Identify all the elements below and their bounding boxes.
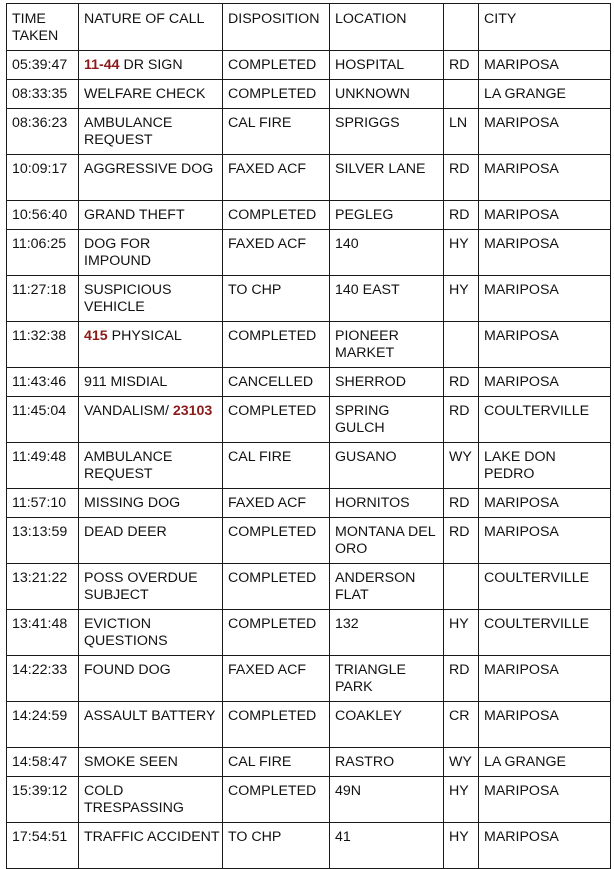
time-cell: 15:39:12 (7, 777, 79, 823)
time-cell: 11:32:38 (7, 322, 79, 368)
call-code: 415 (84, 328, 108, 344)
disposition-cell: CANCELLED (223, 368, 330, 397)
disposition-cell: CAL FIRE (223, 109, 330, 155)
city-cell: MARIPOSA (479, 201, 611, 230)
nature-text: GRAND THEFT (84, 207, 185, 223)
table-row (7, 777, 611, 823)
city-cell: MARIPOSA (479, 518, 611, 564)
city-cell: MARIPOSA (479, 777, 611, 823)
city-cell: MARIPOSA (479, 656, 611, 702)
suffix-cell: WY (444, 748, 479, 777)
table-row (7, 656, 611, 702)
city-cell: MARIPOSA (479, 155, 611, 201)
disposition-cell: COMPLETED (223, 518, 330, 564)
nature-cell (79, 276, 223, 322)
location-cell: RASTRO (330, 748, 444, 777)
location-cell: 140 (330, 230, 444, 276)
nature-cell (79, 489, 223, 518)
nature-text: SMOKE SEEN (84, 754, 178, 770)
suffix-cell (444, 80, 479, 109)
nature-cell (79, 155, 223, 201)
header-location: LOCATION (330, 4, 444, 51)
nature-text: TRAFFIC ACCIDENT (84, 829, 220, 845)
table-row (7, 823, 611, 869)
time-cell: 14:58:47 (7, 748, 79, 777)
time-cell: 17:54:51 (7, 823, 79, 869)
call-code: 23103 (172, 403, 213, 419)
nature-text: AMBULANCE REQUEST (84, 115, 173, 148)
location-cell: SHERROD (330, 368, 444, 397)
disposition-cell: CAL FIRE (223, 443, 330, 489)
table-row (7, 610, 611, 656)
time-cell: 13:13:59 (7, 518, 79, 564)
location-cell: 41 (330, 823, 444, 869)
location-cell: PEGLEG (330, 201, 444, 230)
location-cell: COAKLEY (330, 702, 444, 748)
time-cell: 11:57:10 (7, 489, 79, 518)
time-cell: 13:41:48 (7, 610, 79, 656)
disposition-cell: FAXED ACF (223, 230, 330, 276)
table-row (7, 564, 611, 610)
city-cell: MARIPOSA (479, 702, 611, 748)
nature-cell (79, 610, 223, 656)
table-row (7, 51, 611, 80)
city-cell: MARIPOSA (479, 51, 611, 80)
nature-cell (79, 109, 223, 155)
time-cell: 08:36:23 (7, 109, 79, 155)
city-cell: MARIPOSA (479, 276, 611, 322)
header-suffix (444, 4, 479, 51)
header-row (7, 4, 611, 51)
nature-text: FOUND DOG (84, 662, 171, 678)
location-cell: ANDERSON FLAT (330, 564, 444, 610)
header-nature-of-call: NATURE OF CALL (79, 4, 223, 51)
location-cell: UNKNOWN (330, 80, 444, 109)
time-cell: 14:22:33 (7, 656, 79, 702)
city-cell: MARIPOSA (479, 368, 611, 397)
suffix-cell: HY (444, 823, 479, 869)
nature-text: DOG FOR IMPOUND (84, 236, 151, 269)
disposition-cell: COMPLETED (223, 80, 330, 109)
nature-cell (79, 201, 223, 230)
city-cell: MARIPOSA (479, 322, 611, 368)
table-row (7, 368, 611, 397)
table-row (7, 155, 611, 201)
location-cell: GUSANO (330, 443, 444, 489)
nature-text: DR SIGN (119, 57, 183, 73)
city-cell: LA GRANGE (479, 80, 611, 109)
nature-cell (79, 443, 223, 489)
location-cell: SPRIGGS (330, 109, 444, 155)
nature-text: MISSING DOG (84, 495, 181, 511)
suffix-cell: HY (444, 276, 479, 322)
call-code: 11-44 (84, 57, 120, 73)
nature-text: PHYSICAL (107, 328, 182, 344)
table-row (7, 443, 611, 489)
disposition-cell: TO CHP (223, 823, 330, 869)
time-cell: 13:21:22 (7, 564, 79, 610)
table-row (7, 518, 611, 564)
disposition-cell: FAXED ACF (223, 489, 330, 518)
disposition-cell: CAL FIRE (223, 748, 330, 777)
location-cell: SILVER LANE (330, 155, 444, 201)
disposition-cell: COMPLETED (223, 564, 330, 610)
nature-text: AMBULANCE REQUEST (84, 449, 173, 482)
nature-cell (79, 518, 223, 564)
table-row (7, 276, 611, 322)
disposition-cell: COMPLETED (223, 322, 330, 368)
nature-cell (79, 656, 223, 702)
nature-cell (79, 51, 223, 80)
disposition-cell: COMPLETED (223, 51, 330, 80)
suffix-cell: RD (444, 368, 479, 397)
location-cell: PIONEER MARKET (330, 322, 444, 368)
location-cell: 132 (330, 610, 444, 656)
city-cell: LAKE DON PEDRO (479, 443, 611, 489)
table-row (7, 397, 611, 443)
nature-cell (79, 322, 223, 368)
time-cell: 10:09:17 (7, 155, 79, 201)
location-cell: SPRING GULCH (330, 397, 444, 443)
disposition-cell: COMPLETED (223, 777, 330, 823)
location-cell: 140 EAST (330, 276, 444, 322)
location-cell: 49N (330, 777, 444, 823)
city-cell: LA GRANGE (479, 748, 611, 777)
disposition-cell: FAXED ACF (223, 656, 330, 702)
nature-cell (79, 564, 223, 610)
time-cell: 11:49:48 (7, 443, 79, 489)
nature-text: ASSAULT BATTERY (84, 708, 216, 724)
suffix-cell: RD (444, 656, 479, 702)
header-disposition: DISPOSITION (223, 4, 330, 51)
time-cell: 14:24:59 (7, 702, 79, 748)
call-log-table (6, 3, 611, 869)
suffix-cell: WY (444, 443, 479, 489)
nature-text: POSS OVERDUE SUBJECT (84, 570, 198, 603)
suffix-cell: CR (444, 702, 479, 748)
suffix-cell: HY (444, 610, 479, 656)
suffix-cell: RD (444, 397, 479, 443)
suffix-cell: LN (444, 109, 479, 155)
nature-text: WELFARE CHECK (84, 86, 206, 102)
table-row (7, 230, 611, 276)
city-cell: MARIPOSA (479, 823, 611, 869)
disposition-cell: COMPLETED (223, 397, 330, 443)
nature-cell (79, 702, 223, 748)
location-cell: TRIANGLE PARK (330, 656, 444, 702)
city-cell: MARIPOSA (479, 489, 611, 518)
suffix-cell (444, 322, 479, 368)
nature-cell (79, 230, 223, 276)
time-cell: 11:06:25 (7, 230, 79, 276)
time-cell: 08:33:35 (7, 80, 79, 109)
location-cell: HOSPITAL (330, 51, 444, 80)
nature-text: VANDALISM/ (84, 403, 173, 419)
nature-text: COLD TRESPASSING (84, 783, 184, 816)
table-row (7, 201, 611, 230)
suffix-cell: RD (444, 201, 479, 230)
city-cell: COULTERVILLE (479, 564, 611, 610)
nature-cell (79, 777, 223, 823)
suffix-cell: HY (444, 777, 479, 823)
header-time-taken: TIME TAKEN (7, 4, 79, 51)
time-cell: 05:39:47 (7, 51, 79, 80)
suffix-cell: RD (444, 489, 479, 518)
disposition-cell: COMPLETED (223, 610, 330, 656)
nature-text: 911 MISDIAL (84, 374, 168, 390)
table-row (7, 702, 611, 748)
nature-text: AGGRESSIVE DOG (84, 161, 214, 177)
suffix-cell: HY (444, 230, 479, 276)
table-row (7, 322, 611, 368)
city-cell: COULTERVILLE (479, 397, 611, 443)
time-cell: 11:45:04 (7, 397, 79, 443)
table-row (7, 80, 611, 109)
table-row (7, 748, 611, 777)
disposition-cell: FAXED ACF (223, 155, 330, 201)
suffix-cell (444, 564, 479, 610)
nature-cell (79, 368, 223, 397)
city-cell: COULTERVILLE (479, 610, 611, 656)
time-cell: 11:27:18 (7, 276, 79, 322)
nature-text: DEAD DEER (84, 524, 167, 540)
header-city: CITY (479, 4, 611, 51)
city-cell: MARIPOSA (479, 230, 611, 276)
city-cell: MARIPOSA (479, 109, 611, 155)
suffix-cell: RD (444, 155, 479, 201)
table-row (7, 489, 611, 518)
suffix-cell: RD (444, 518, 479, 564)
table-row (7, 109, 611, 155)
disposition-cell: TO CHP (223, 276, 330, 322)
nature-cell (79, 748, 223, 777)
nature-text: EVICTION QUESTIONS (84, 616, 168, 649)
suffix-cell: RD (444, 51, 479, 80)
nature-cell (79, 397, 223, 443)
time-cell: 10:56:40 (7, 201, 79, 230)
nature-cell (79, 823, 223, 869)
time-cell: 11:43:46 (7, 368, 79, 397)
nature-text: SUSPICIOUS VEHICLE (84, 282, 172, 315)
nature-cell (79, 80, 223, 109)
location-cell: HORNITOS (330, 489, 444, 518)
disposition-cell: COMPLETED (223, 201, 330, 230)
disposition-cell: COMPLETED (223, 702, 330, 748)
location-cell: MONTANA DEL ORO (330, 518, 444, 564)
